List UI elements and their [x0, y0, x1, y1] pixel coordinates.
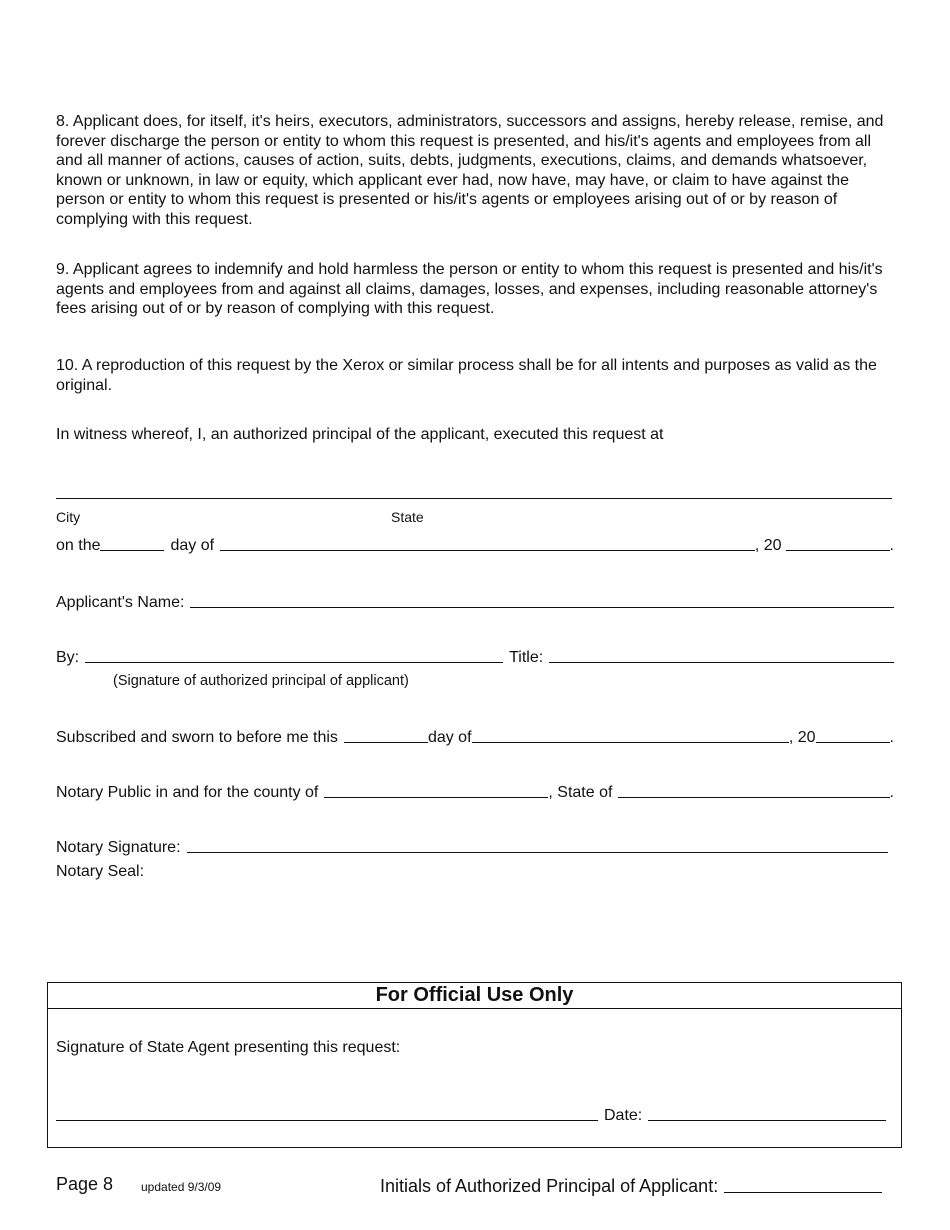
year-blank[interactable] — [786, 549, 890, 551]
initials-blank[interactable] — [724, 1191, 882, 1193]
year-prefix: , 20 — [754, 537, 782, 554]
state-agent-signature-line — [56, 1101, 886, 1125]
initials-line — [380, 1173, 882, 1197]
by-label: By: — [56, 649, 80, 666]
applicant-name-blank[interactable] — [190, 606, 894, 608]
date-end: . — [889, 537, 894, 554]
subscribed-label: Subscribed and sworn to before me this — [56, 729, 338, 746]
clause-10-paragraph: 10. A reproduction of this request by the Xerox or similar process shall be for all intents and purposes as valid as the original. — [56, 357, 877, 394]
official-date-blank[interactable] — [648, 1119, 886, 1121]
notary-year-blank[interactable] — [816, 741, 890, 743]
state-agent-signature-blank[interactable] — [56, 1119, 598, 1121]
state-agent-label: Signature of State Agent presenting this request: — [56, 1039, 401, 1056]
witness-statement: In witness whereof, I, an authorized principal of the applicant, executed this request at — [56, 426, 664, 443]
city-state-input-line[interactable] — [56, 498, 892, 499]
applicant-name-label: Applicant's Name: — [56, 594, 185, 611]
initials-label: Initials of Authorized Principal of Applicant: — [380, 1176, 719, 1196]
applicant-name-line — [56, 588, 894, 612]
page-number: Page 8 — [56, 1174, 114, 1194]
notary-state-blank[interactable] — [618, 796, 889, 798]
notary-day-of-label: day of — [427, 729, 472, 746]
notary-year-prefix: , 20 — [788, 729, 816, 746]
clause-8-paragraph: 8. Applicant does, for itself, it's heirs, executors, administrators, successors and assigns, hereby release, remise, and forever discharge the person or entity to whom this request is presented, and his/it's agents and employees from all and all manner of actions, causes of action, suits, debts, judgments, executions, claims, and demands whatsoever, known or unknown, in law or equity, which applicant ever had, now have, may have, or claim to have against the person or entity to whom this request is presented or his/it's agents or employees arising out of or by reason of complying with this request. — [56, 113, 884, 228]
notary-signature-line — [56, 833, 888, 857]
notary-state-label: , State of — [548, 784, 613, 801]
notary-month-blank[interactable] — [472, 741, 789, 743]
day-blank[interactable] — [100, 549, 164, 551]
county-blank[interactable] — [324, 796, 548, 798]
city-label: City — [56, 509, 81, 525]
signature-blank[interactable] — [85, 661, 503, 663]
county-label: Notary Public in and for the county of — [56, 784, 319, 801]
notary-signature-label: Notary Signature: — [56, 839, 181, 856]
official-use-header: For Official Use Only — [48, 983, 901, 1009]
notary-signature-blank[interactable] — [187, 851, 888, 853]
notary-seal-label: Notary Seal: — [56, 863, 145, 880]
month-blank[interactable] — [220, 549, 755, 551]
official-date-label: Date: — [604, 1107, 643, 1124]
day-of-label: day of — [170, 537, 215, 554]
title-blank[interactable] — [549, 661, 894, 663]
notary-day-blank[interactable] — [344, 741, 428, 743]
subscribed-line — [56, 723, 894, 747]
by-title-line — [56, 643, 894, 667]
clause-9-paragraph: 9. Applicant agrees to indemnify and hold harmless the person or entity to whom this request is presented and his/it's agents and employees from and against all claims, damages, losses, and expenses, including reasonable attorney's fees arising out of or by reason of complying with this request. — [56, 261, 883, 317]
official-use-box — [47, 982, 902, 1148]
title-label: Title: — [509, 649, 544, 666]
county-line — [56, 778, 894, 802]
signature-caption: (Signature of authorized principal of applicant) — [113, 673, 409, 689]
execution-date-line — [56, 531, 894, 555]
updated-date: updated 9/3/09 — [141, 1180, 222, 1194]
county-end: . — [889, 784, 894, 801]
state-label: State — [391, 509, 424, 525]
on-the-label: on the — [56, 537, 101, 554]
notary-date-end: . — [889, 729, 894, 746]
